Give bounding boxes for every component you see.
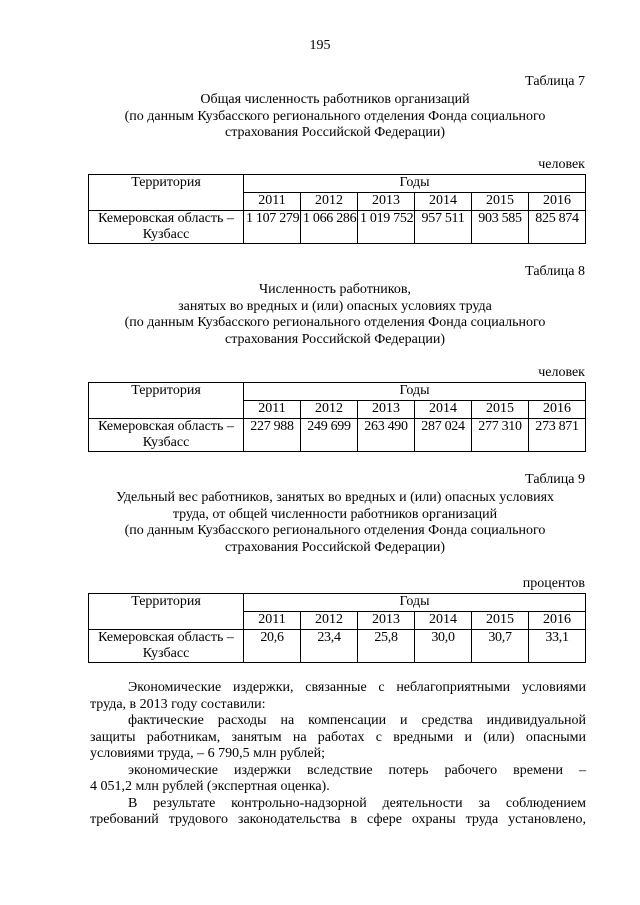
table-row	[89, 211, 586, 244]
table-7-unit: человек	[538, 157, 585, 172]
value-cell: 25,8	[358, 630, 415, 663]
value-cell: 273 871	[529, 419, 586, 452]
paragraph-line: условиями труда, – 6 790,5 млн рублей;	[90, 746, 325, 761]
value-cell: 30,0	[415, 630, 472, 663]
paragraph-line: В результате контрольно-надзорной деятельности за соблюдением	[128, 795, 586, 811]
region-line: Кемеровская область –	[98, 211, 234, 226]
value-cell: 1 066 286	[301, 211, 358, 244]
value-cell: 957 511	[415, 211, 472, 244]
value-cell: 227 988	[244, 419, 301, 452]
table-9-unit: процентов	[522, 576, 585, 591]
year-header: 2016	[529, 401, 586, 419]
year-header: 2012	[301, 193, 358, 211]
table-8-title-line: занятых во вредных и (или) опасных условиях труда	[178, 298, 492, 314]
paragraph-line: 4 051,2 млн рублей (экспертная оценка).	[90, 779, 330, 794]
value-cell: 1 107 279	[244, 211, 301, 244]
table-7	[88, 174, 586, 244]
table-8-title	[80, 282, 590, 348]
header-territory: Территория	[89, 383, 244, 419]
table-8-title-line: (по данным Кузбасского регионального отделения Фонда социального	[124, 315, 546, 330]
table-row	[89, 419, 586, 452]
year-header: 2011	[244, 193, 301, 211]
region-line: Кемеровская область –	[98, 630, 234, 645]
table-9	[88, 593, 586, 663]
region-line: Кузбасс	[142, 227, 190, 242]
page-number: 195	[309, 38, 331, 53]
paragraph-line: требований трудового законодательства в сфере охраны труда установлено,	[90, 812, 586, 827]
year-header: 2015	[472, 401, 529, 419]
region-cell	[89, 630, 244, 663]
paragraph-line: экономические издержки вследствие потерь рабочего времени –	[128, 762, 586, 778]
year-header: 2013	[358, 401, 415, 419]
paragraph-line: защиты работникам, занятым на работах с вредными и (или) опасными	[90, 729, 586, 745]
value-cell: 287 024	[415, 419, 472, 452]
year-header: 2014	[415, 401, 472, 419]
year-header: 2014	[415, 193, 472, 211]
year-header: 2011	[244, 401, 301, 419]
value-cell: 23,4	[301, 630, 358, 663]
header-years: Годы	[244, 594, 586, 612]
value-cell: 825 874	[529, 211, 586, 244]
table-9-title-line: Удельный вес работников, занятых во вредных и (или) опасных условиях	[115, 490, 555, 505]
value-cell: 277 310	[472, 419, 529, 452]
table-8	[88, 382, 586, 452]
paragraph-line: фактические расходы на компенсации и средства индивидуальной	[128, 713, 586, 728]
paragraph-line: труда, в 2013 году составили:	[90, 696, 266, 712]
header-territory: Территория	[89, 594, 244, 630]
year-header: 2015	[472, 193, 529, 211]
table-9-title-line: (по данным Кузбасского регионального отделения Фонда социального	[124, 523, 546, 538]
value-cell: 30,7	[472, 630, 529, 663]
value-cell: 1 019 752	[358, 211, 415, 244]
year-header: 2011	[244, 612, 301, 630]
year-header: 2016	[529, 612, 586, 630]
table-9-title-line: труда, от общей численности работников организаций	[172, 506, 498, 522]
value-cell: 249 699	[301, 419, 358, 452]
year-header: 2012	[301, 612, 358, 630]
year-header: 2012	[301, 401, 358, 419]
table-7-title-line: страхования Российской Федерации)	[224, 125, 446, 140]
table-9-label: Таблица 9	[525, 472, 585, 487]
year-header: 2013	[358, 612, 415, 630]
table-7-title	[80, 92, 590, 142]
table-7-title-line: Общая численность работников организаций	[200, 92, 470, 107]
table-row	[89, 630, 586, 663]
year-header: 2016	[529, 193, 586, 211]
header-territory: Территория	[89, 175, 244, 211]
region-cell	[89, 419, 244, 452]
table-8-title-line: страхования Российской Федерации)	[224, 331, 446, 347]
table-9-title	[80, 490, 590, 556]
table-8-label: Таблица 8	[525, 264, 585, 279]
value-cell: 33,1	[529, 630, 586, 663]
body-text	[90, 680, 586, 829]
region-line: Кузбасс	[142, 435, 190, 450]
year-header: 2013	[358, 193, 415, 211]
value-cell: 263 490	[358, 419, 415, 452]
header-years: Годы	[244, 383, 586, 401]
value-cell: 903 585	[472, 211, 529, 244]
value-cell: 20,6	[244, 630, 301, 663]
header-years: Годы	[244, 175, 586, 193]
region-line: Кузбасс	[142, 646, 190, 661]
region-line: Кемеровская область –	[98, 419, 234, 434]
paragraph-line: Экономические издержки, связанные с неблагоприятными условиями	[128, 680, 586, 695]
year-header: 2014	[415, 612, 472, 630]
table-7-title-line: (по данным Кузбасского регионального отделения Фонда социального	[124, 108, 546, 124]
region-cell	[89, 211, 244, 244]
table-7-label: Таблица 7	[525, 74, 585, 89]
table-9-title-line: страхования Российской Федерации)	[224, 539, 446, 555]
table-8-title-line: Численность работников,	[258, 282, 411, 297]
table-8-unit: человек	[538, 365, 585, 380]
year-header: 2015	[472, 612, 529, 630]
